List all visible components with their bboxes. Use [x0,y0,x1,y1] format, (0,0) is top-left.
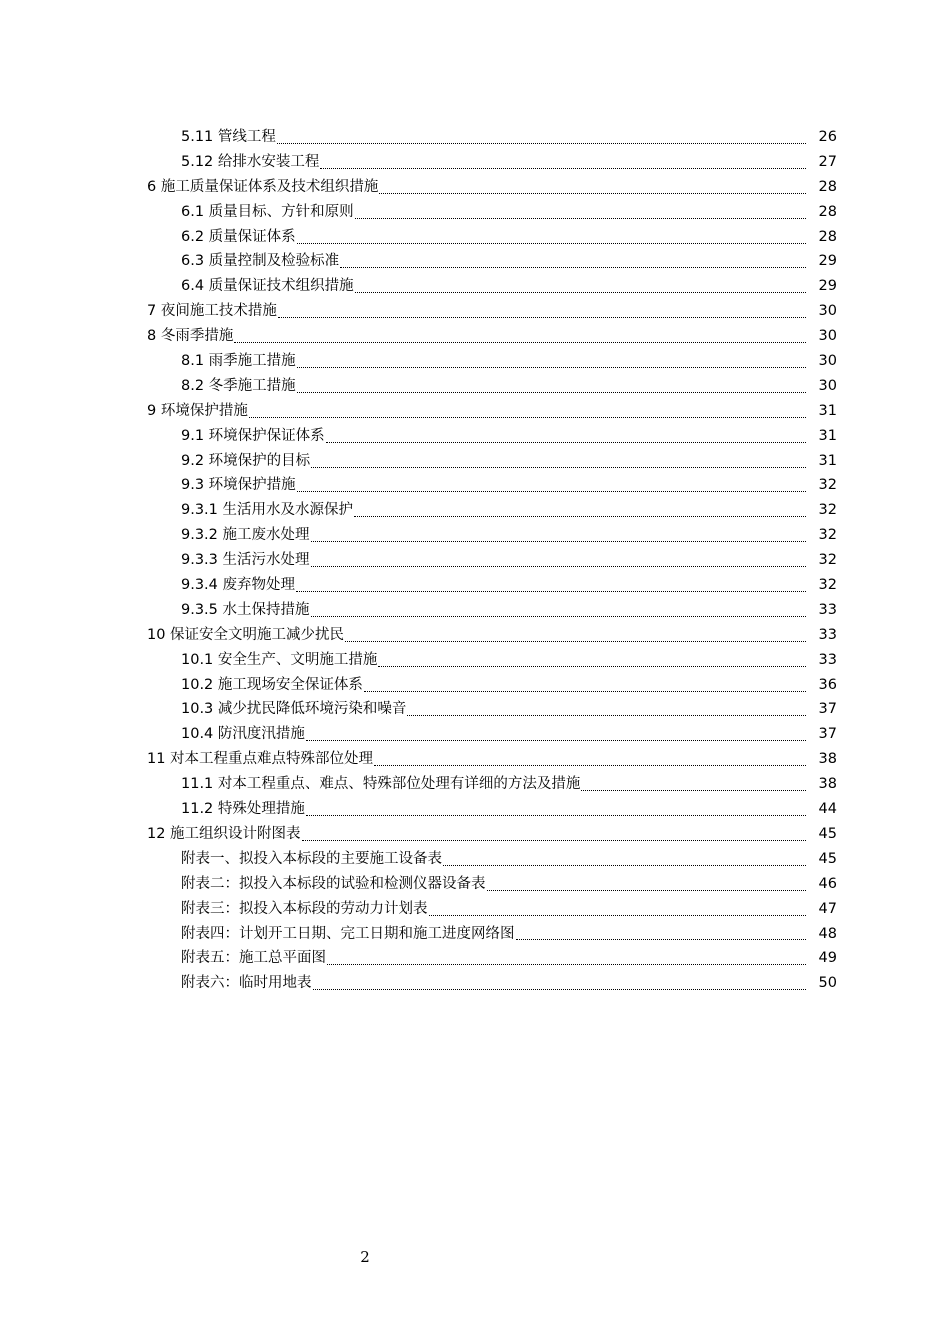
toc-entry-title: 附表一、拟投入本标段的主要施工设备表 [181,847,442,872]
toc-entry[interactable] [0,673,950,698]
toc-entry-title: 6.3 质量控制及检验标准 [181,249,339,274]
toc-entry-page: 33 [818,626,837,643]
dot-leader [313,989,807,990]
toc-entry-title: 8.2 冬季施工措施 [181,374,296,399]
dot-leader [234,342,806,343]
toc-entry-page: 49 [818,950,837,967]
dot-leader [487,890,807,891]
toc-entry-title: 附表五：施工总平面图 [181,946,326,971]
toc-entry[interactable] [0,922,950,947]
toc-entry[interactable] [0,598,950,623]
toc-entry[interactable] [0,648,950,673]
toc-entry-title: 9.3.1 生活用水及水源保护 [181,498,353,523]
toc-entry-title: 6.2 质量保证体系 [181,225,296,250]
toc-entry-title: 附表四：计划开工日期、完工日期和施工进度网络图 [181,922,515,947]
toc-entry-page: 38 [818,751,837,768]
toc-entry-title: 附表六：临时用地表 [181,971,312,996]
dot-leader [378,666,806,667]
toc-entry-page: 28 [818,228,837,245]
toc-entry-page: 37 [818,701,837,718]
toc-entry-title: 10 保证安全文明施工减少扰民 [147,623,344,648]
toc-entry-title: 12 施工组织设计附图表 [147,822,301,847]
toc-entry[interactable] [0,897,950,922]
dot-leader [278,317,806,318]
dot-leader [374,765,806,766]
toc-entry-page: 38 [818,776,837,793]
toc-entry[interactable] [0,523,950,548]
toc-entry-page: 32 [818,502,837,519]
toc-entry[interactable] [0,772,950,797]
toc-entry-title: 附表二：拟投入本标段的试验和检测仪器设备表 [181,872,486,897]
dot-leader [297,243,806,244]
toc-entry-title: 11.1 对本工程重点、难点、特殊部位处理有详细的方法及措施 [181,772,580,797]
toc-entry[interactable] [0,872,950,897]
dot-leader [354,516,806,517]
toc-entry[interactable] [0,623,950,648]
toc-entry-title: 11.2 特殊处理措施 [181,797,305,822]
toc-entry-page: 32 [818,577,837,594]
toc-entry-page: 29 [818,253,837,270]
dot-leader [249,417,806,418]
toc-entry[interactable] [0,473,950,498]
toc-entry-title: 8.1 雨季施工措施 [181,349,296,374]
dot-leader [429,915,807,916]
toc-entry[interactable] [0,847,950,872]
toc-entry-title: 10.1 安全生产、文明施工措施 [181,648,377,673]
toc-entry[interactable] [0,797,950,822]
toc-entry-title: 6 施工质量保证体系及技术组织措施 [147,175,378,200]
toc-entry-title: 10.3 减少扰民降低环境污染和噪音 [181,697,406,722]
toc-entry-page: 45 [818,825,837,842]
toc-entry-title: 8 冬雨季措施 [147,324,233,349]
toc-entry[interactable] [0,747,950,772]
dot-leader [311,541,806,542]
toc-entry-page: 30 [818,328,837,345]
toc-entry[interactable] [0,971,950,996]
toc-entry[interactable] [0,299,950,324]
dot-leader [320,168,806,169]
toc-entry-title: 10.2 施工现场安全保证体系 [181,673,363,698]
dot-leader [296,591,806,592]
toc-entry-title: 9.3.3 生活污水处理 [181,548,310,573]
toc-entry[interactable] [0,249,950,274]
toc-entry-page: 47 [818,900,837,917]
toc-entry-title: 9.1 环境保护保证体系 [181,424,325,449]
dot-leader [581,790,806,791]
toc-entry-page: 50 [818,975,837,992]
toc-entry-page: 32 [818,552,837,569]
dot-leader [311,616,806,617]
dot-leader [302,840,806,841]
toc-entry[interactable] [0,946,950,971]
toc-entry-title: 9.3.5 水土保持措施 [181,598,310,623]
toc-entry[interactable] [0,573,950,598]
dot-leader [327,964,806,965]
dot-leader [364,691,806,692]
toc-entry[interactable] [0,822,950,847]
toc-entry-title: 6.1 质量目标、方针和原则 [181,200,354,225]
toc-entry[interactable] [0,399,950,424]
toc-entry-page: 45 [818,850,837,867]
dot-leader [306,815,806,816]
toc-entry-title: 10.4 防汛度汛措施 [181,722,305,747]
toc-entry[interactable] [0,374,950,399]
toc-entry-title: 6.4 质量保证技术组织措施 [181,274,354,299]
toc-entry-page: 30 [818,377,837,394]
dot-leader [297,491,806,492]
toc-entry-page: 28 [818,178,837,195]
toc-entry[interactable] [0,225,950,250]
toc-entry-title: 9.3.2 施工废水处理 [181,523,310,548]
dot-leader [407,715,806,716]
toc-entry-page: 27 [818,153,837,170]
dot-leader [340,267,806,268]
toc-entry[interactable] [0,125,950,150]
toc-entry-title: 9.2 环境保护的目标 [181,449,310,474]
toc-entry-page: 36 [818,676,837,693]
toc-entry-title: 9.3.4 废弃物处理 [181,573,295,598]
dot-leader [345,641,806,642]
toc-entry-page: 31 [818,427,837,444]
toc-entry-page: 32 [818,527,837,544]
dot-leader [326,442,806,443]
toc-entry-title: 11 对本工程重点难点特殊部位处理 [147,747,373,772]
toc-entry-page: 30 [818,353,837,370]
toc-entry[interactable] [0,697,950,722]
toc-entry[interactable] [0,722,950,747]
dot-leader [379,193,806,194]
toc-entry-page: 31 [818,402,837,419]
toc-entry[interactable] [0,200,950,225]
toc-entry-page: 33 [818,651,837,668]
toc-entry-page: 26 [818,129,837,145]
toc-entry[interactable] [0,498,950,523]
toc-entry-title: 9.3 环境保护措施 [181,473,296,498]
toc-entry-page: 28 [818,203,837,220]
dot-leader [516,939,807,940]
toc-entry[interactable] [0,274,950,299]
dot-leader [443,865,806,866]
toc-entry-title: 7 夜间施工技术措施 [147,299,277,324]
toc-entry-page: 31 [818,452,837,469]
toc-entry[interactable] [0,175,950,200]
dot-leader [297,367,806,368]
toc-entry-page: 29 [818,278,837,295]
dot-leader [297,392,806,393]
toc-entry-title: 5.11 管线工程 [181,125,276,150]
toc-entry-title: 5.12 给排水安装工程 [181,150,319,175]
dot-leader [355,292,806,293]
toc-entry[interactable] [0,349,950,374]
toc-entry-page: 33 [818,601,837,618]
page-number: 2 [360,1248,370,1266]
toc-entry[interactable] [0,150,950,175]
dot-leader [355,218,806,219]
toc-entry[interactable] [0,324,950,349]
toc-entry-title: 9 环境保护措施 [147,399,248,424]
toc-entry-page: 44 [818,801,837,818]
toc-entry-title: 附表三：拟投入本标段的劳动力计划表 [181,897,428,922]
table-of-contents [0,125,950,996]
toc-entry-page: 48 [818,925,837,942]
toc-entry[interactable] [0,449,950,474]
toc-entry-page: 46 [818,875,837,892]
toc-entry-page: 30 [818,303,837,320]
dot-leader [277,143,806,144]
dot-leader [311,566,806,567]
toc-entry-page: 37 [818,726,837,743]
toc-entry[interactable] [0,548,950,573]
dot-leader [311,467,806,468]
toc-entry[interactable] [0,424,950,449]
toc-entry-page: 32 [818,477,837,494]
dot-leader [306,740,806,741]
